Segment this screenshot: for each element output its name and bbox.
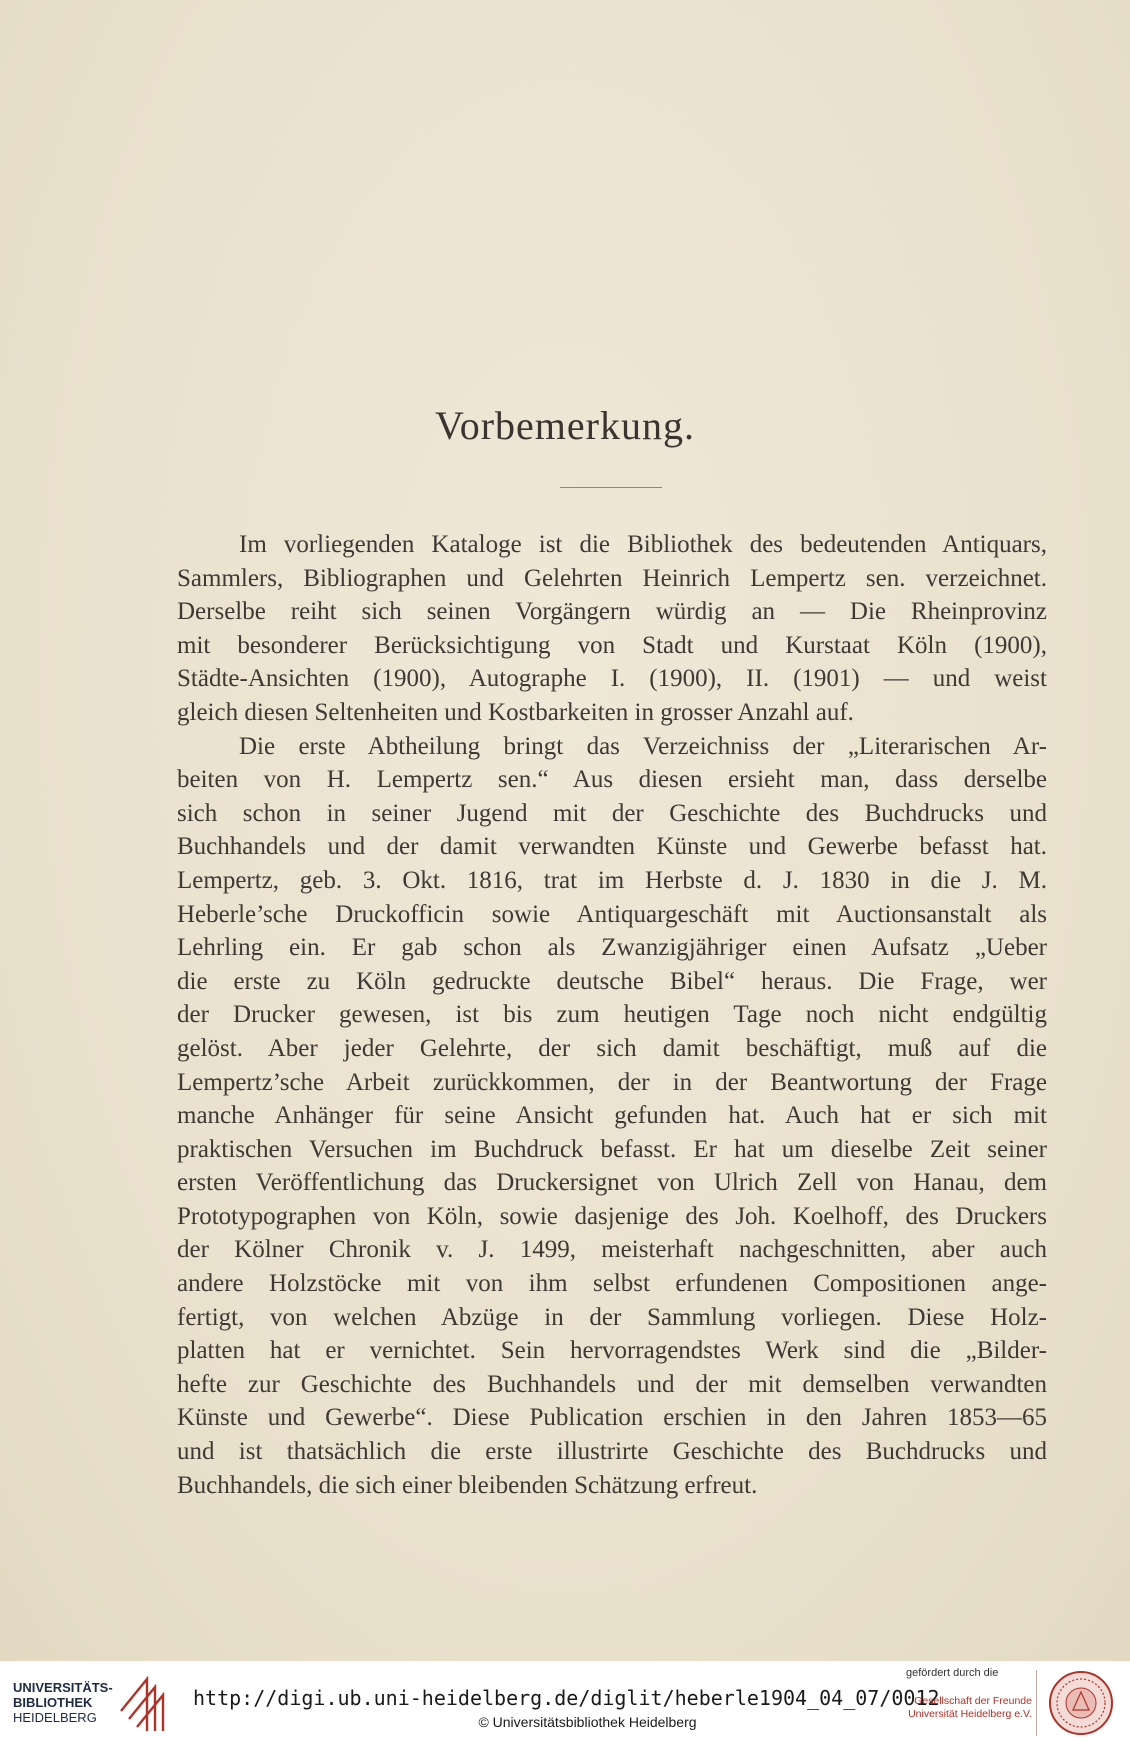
- text-line: beiten von H. Lempertz sen.“ Aus diesen ersieht man, dass derselbe: [177, 766, 1047, 794]
- text-line: Die erste Abtheilung bringt das Verzeichniss der „Literarischen Ar-: [239, 732, 1047, 760]
- text-line: Künste und Gewerbe“. Diese Publication erschien in den Jahren 1853—65: [177, 1404, 1047, 1432]
- text-line: hefte zur Geschichte des Buchhandels und der mit demselben verwandten: [177, 1370, 1047, 1398]
- text-line: Sammlers, Bibliographen und Gelehrten Heinrich Lempertz sen. verzeichnet.: [177, 564, 1047, 592]
- text-line: und ist thatsächlich die erste illustrirte Geschichte des Buchdrucks und: [177, 1438, 1047, 1466]
- text-line: Buchhandels, die sich einer bleibenden Schätzung erfreut.: [177, 1471, 758, 1499]
- text-line: Derselbe reiht sich seinen Vorgängern würdig an — Die Rheinprovinz: [177, 598, 1047, 626]
- text-line: der Drucker gewesen, ist bis zum heutigen Tage noch nicht endgültig: [177, 1001, 1047, 1029]
- library-name-line1: UNIVERSITÄTS-: [13, 1680, 113, 1695]
- title-divider: [560, 487, 662, 488]
- funded-by-label: gefördert durch die: [906, 1667, 999, 1679]
- page-title: Vorbemerkung.: [435, 403, 695, 448]
- text-line: platten hat er vernichtet. Sein hervorragendstes Werk sind die „Bilder-: [177, 1337, 1047, 1365]
- copyright-text: © Universitätsbibliothek Heidelberg: [478, 1714, 697, 1730]
- text-line: der Kölner Chronik v. J. 1499, meisterhaft nachgeschnitten, aber auch: [177, 1236, 1047, 1264]
- footer-separator: [1036, 1670, 1037, 1736]
- text-line: praktischen Versuchen im Buchdruck befasst. Er hat um dieselbe Zeit seiner: [177, 1135, 1047, 1163]
- university-seal-icon: [1048, 1670, 1114, 1736]
- library-name-line2: BIBLIOTHEK: [13, 1695, 93, 1710]
- text-line: Lempertz’sche Arbeit zurückkommen, der in der Beantwortung der Frage: [177, 1068, 1047, 1096]
- text-line: Prototypographen von Köln, sowie dasjenige des Joh. Koelhoff, des Druckers: [177, 1202, 1047, 1230]
- text-line: mit besonderer Berücksichtigung von Stadt und Kurstaat Köln (1900),: [177, 631, 1047, 659]
- text-line: die erste zu Köln gedruckte deutsche Bibel“ heraus. Die Frage, wer: [177, 967, 1047, 995]
- text-line: Lehrling ein. Er gab schon als Zwanzigjähriger einen Aufsatz „Ueber: [177, 934, 1047, 962]
- text-line: Städte-Ansichten (1900), Autographe I. (1900), II. (1901) — und weist: [177, 665, 1047, 693]
- text-line: Heberle’sche Druckofficin sowie Antiquargeschäft mit Auctionsanstalt als: [177, 900, 1047, 928]
- text-line: manche Anhänger für seine Ansicht gefunden hat. Auch hat er sich mit: [177, 1102, 1047, 1130]
- permalink-url[interactable]: http://digi.ub.uni-heidelberg.de/diglit/heberle1904_04_07/0012: [193, 1686, 940, 1710]
- text-line: gelöst. Aber jeder Gelehrte, der sich damit beschäftigt, muß auf die: [177, 1034, 1047, 1062]
- text-line: andere Holzstöcke mit von ihm selbst erfundenen Compositionen ange-: [177, 1270, 1047, 1298]
- text-line: Lempertz, geb. 3. Okt. 1816, trat im Herbste d. J. 1830 in die J. M.: [177, 866, 1047, 894]
- society-line2: Universität Heidelberg e.V.: [908, 1708, 1032, 1720]
- text-line: Im vorliegenden Kataloge ist die Bibliothek des bedeutenden Antiquars,: [239, 531, 1047, 558]
- library-city: HEIDELBERG: [13, 1710, 97, 1725]
- society-name: [900, 1695, 1032, 1721]
- text-line: ersten Veröffentlichung das Druckersignet von Ulrich Zell von Hanau, dem: [177, 1169, 1047, 1197]
- text-line: Buchhandels und der damit verwandten Künste und Gewerbe befasst hat.: [177, 833, 1047, 861]
- text-line: gleich diesen Seltenheiten und Kostbarkeiten in grosser Anzahl auf.: [177, 698, 854, 726]
- text-line: fertigt, von welchen Abzüge in der Sammlung vorliegen. Diese Holz-: [177, 1303, 1047, 1331]
- body-text: [177, 528, 1047, 1502]
- society-line1: Gesellschaft der Freunde: [914, 1695, 1032, 1707]
- text-line: sich schon in seiner Jugend mit der Geschichte des Buchdrucks und: [177, 799, 1047, 827]
